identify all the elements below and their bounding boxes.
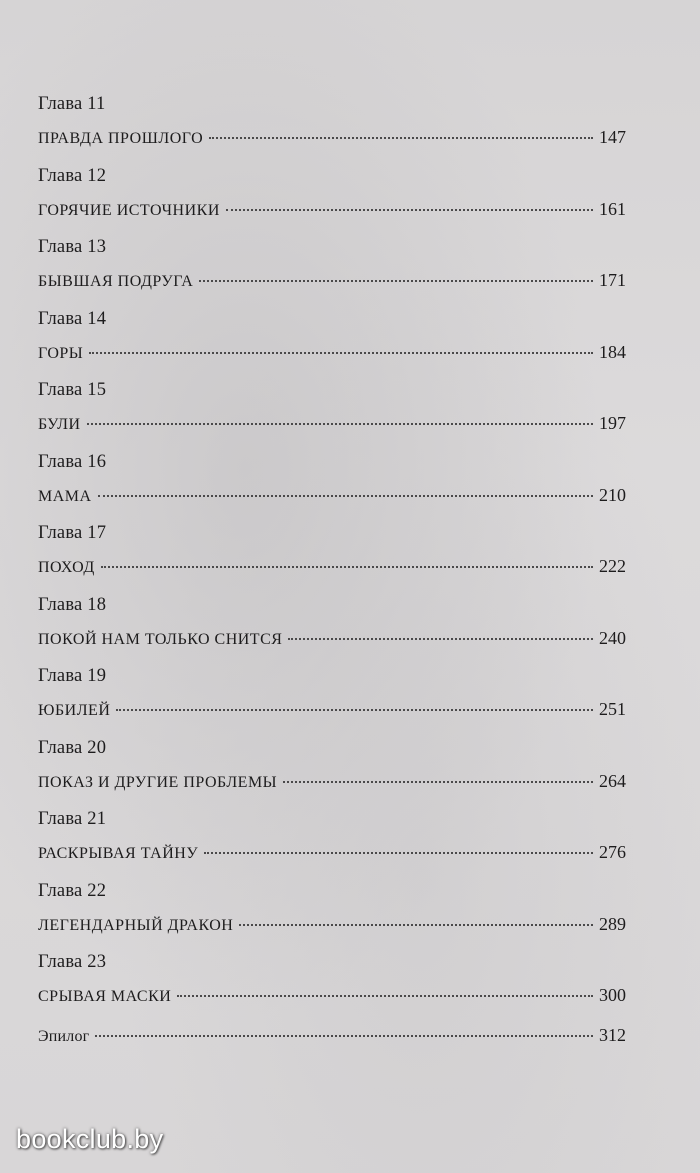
chapter-23 (38, 950, 626, 1022)
dot-leader (95, 1035, 593, 1037)
chapter-label: Глава 23 (38, 952, 107, 972)
chapter-title: ЛЕГЕНДАРНЫЙ ДРАКОН (38, 916, 234, 934)
page-number: 251 (599, 699, 626, 719)
dot-leader (283, 781, 593, 783)
dot-leader (288, 638, 593, 640)
chapter-19 (38, 664, 626, 736)
chapter-title: СРЫВАЯ МАСКИ (38, 988, 172, 1005)
toc-entry (38, 627, 626, 651)
toc-entry (38, 484, 626, 508)
chapter-label: Глава 20 (38, 737, 107, 758)
page-number: 222 (599, 556, 626, 576)
chapter-label: Глава 21 (38, 809, 107, 829)
dot-leader (204, 852, 593, 854)
toc-entry (38, 913, 626, 937)
chapter-label: Глава 18 (38, 594, 107, 615)
page-number: 147 (599, 127, 626, 147)
page-number: 210 (599, 484, 626, 505)
epilog-title: Эпилог (38, 1027, 90, 1045)
chapter-title: ПОХОД (38, 559, 95, 576)
dot-leader (199, 280, 593, 282)
chapter-title: ЮБИЛЕЙ (38, 702, 111, 719)
page-number: 300 (599, 985, 626, 1005)
page-number: 312 (599, 1024, 626, 1045)
chapter-title: ГОРЯЧИЕ ИСТОЧНИКИ (38, 201, 220, 219)
dot-leader (101, 566, 593, 568)
chapter-title: РАСКРЫВАЯ ТАЙНУ (38, 845, 199, 862)
chapter-label: Глава 19 (38, 666, 107, 686)
chapter-title: МАМА (38, 487, 92, 505)
toc-entry (38, 269, 626, 293)
toc-entry (38, 698, 626, 722)
chapter-22 (38, 879, 626, 951)
chapter-title: ПРАВДА ПРОШЛОГО (38, 130, 204, 147)
chapter-15 (38, 378, 626, 450)
chapter-title: ПОКОЙ НАМ ТОЛЬКО СНИТСЯ (38, 630, 283, 648)
dot-leader (87, 423, 593, 425)
toc-entry (38, 841, 626, 865)
dot-leader (239, 924, 593, 926)
page-number: 184 (599, 341, 626, 362)
chapter-label: Глава 16 (38, 451, 107, 472)
page-number: 197 (599, 413, 626, 433)
toc-entry (38, 198, 626, 222)
dot-leader (226, 209, 593, 211)
table-of-contents (38, 92, 626, 1048)
page-number: 289 (599, 913, 626, 934)
chapter-16 (38, 450, 626, 522)
watermark-text: bookclub.by (16, 1124, 164, 1154)
page-number: 264 (599, 770, 626, 791)
chapter-label: Глава 11 (38, 94, 106, 114)
dot-leader (209, 137, 593, 139)
chapter-label: Глава 22 (38, 880, 107, 901)
toc-entry (38, 984, 626, 1008)
chapter-21 (38, 807, 626, 879)
chapter-label: Глава 14 (38, 308, 107, 329)
chapter-title: БЫВШАЯ ПОДРУГА (38, 273, 194, 290)
toc-entry (38, 770, 626, 794)
page-number: 276 (599, 842, 626, 862)
chapter-label: Глава 13 (38, 237, 107, 257)
chapter-18 (38, 593, 626, 665)
chapter-14 (38, 307, 626, 379)
chapter-11 (38, 92, 626, 164)
chapter-13 (38, 235, 626, 307)
dot-leader (89, 352, 593, 354)
dot-leader (98, 495, 593, 497)
dot-leader (116, 709, 593, 711)
chapter-title: ПОКАЗ И ДРУГИЕ ПРОБЛЕМЫ (38, 773, 278, 791)
chapter-12 (38, 164, 626, 236)
dot-leader (177, 995, 593, 997)
chapter-label: Глава 15 (38, 380, 107, 400)
chapter-title: ГОРЫ (38, 344, 84, 362)
toc-entry (38, 341, 626, 365)
chapter-label: Глава 12 (38, 165, 107, 186)
chapter-17 (38, 521, 626, 593)
toc-entry (38, 412, 626, 436)
toc-entry (38, 126, 626, 150)
chapter-20 (38, 736, 626, 808)
page-number: 240 (599, 627, 626, 648)
page-number: 171 (599, 270, 626, 290)
toc-entry (38, 555, 626, 579)
toc-entry-epilog (38, 1024, 626, 1048)
page-number: 161 (599, 198, 626, 219)
chapter-label: Глава 17 (38, 523, 107, 543)
chapter-title: БУЛИ (38, 416, 81, 433)
